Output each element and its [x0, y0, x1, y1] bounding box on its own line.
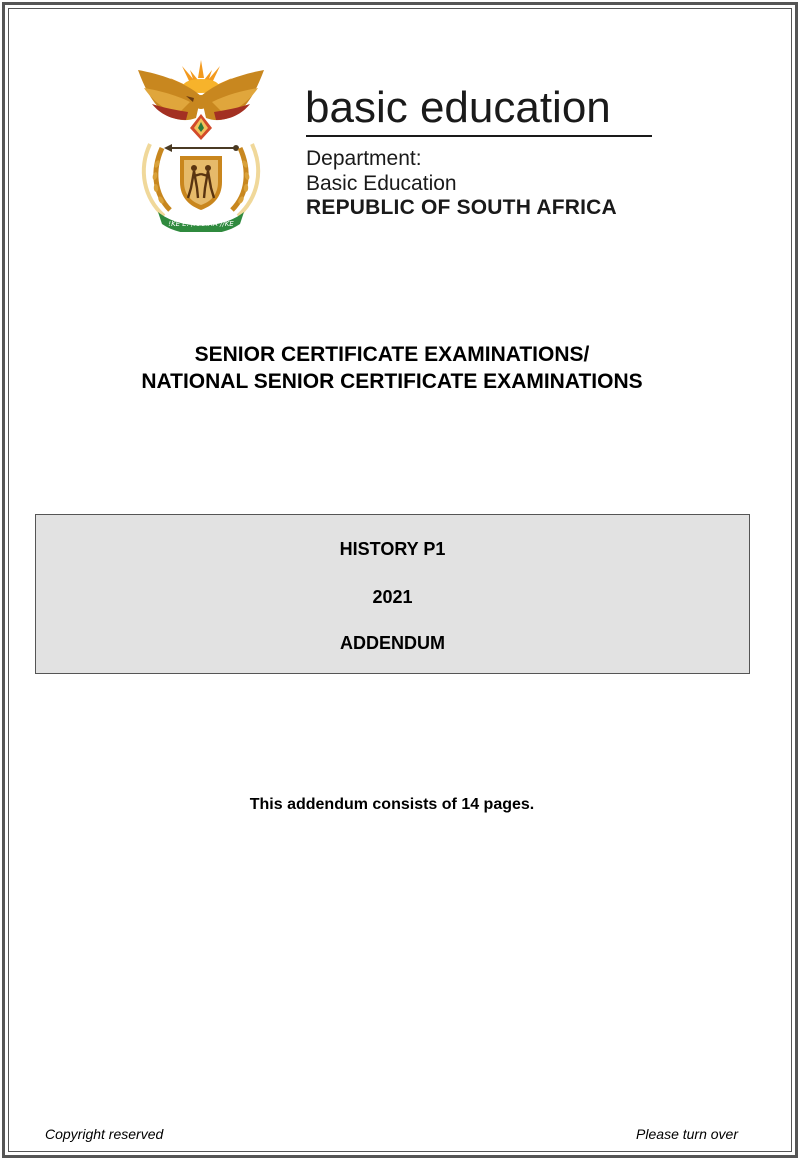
brand-divider [306, 135, 652, 137]
document-type: ADDENDUM [340, 633, 445, 653]
turn-over-notice: Please turn over [636, 1126, 738, 1142]
exam-year: 2021 [372, 587, 413, 607]
copyright-notice: Copyright reserved [45, 1126, 164, 1142]
exam-title-line-1: SENIOR CERTIFICATE EXAMINATIONS/ [194, 343, 590, 366]
department-name: Basic Education [306, 172, 457, 195]
brand-title: basic education [305, 83, 611, 132]
crest-motto: !KE E: /XARRA //KE [168, 220, 234, 228]
subject-info-box [35, 514, 750, 674]
subject-title: HISTORY P1 [339, 539, 446, 559]
department-label: Department: [306, 147, 422, 170]
exam-title-line-2: NATIONAL SENIOR CERTIFICATE EXAMINATIONS [141, 370, 643, 393]
south-africa-coat-of-arms-icon [130, 52, 272, 232]
page-count-note: This addendum consists of 14 pages. [249, 796, 535, 813]
country-name: REPUBLIC OF SOUTH AFRICA [306, 196, 617, 219]
